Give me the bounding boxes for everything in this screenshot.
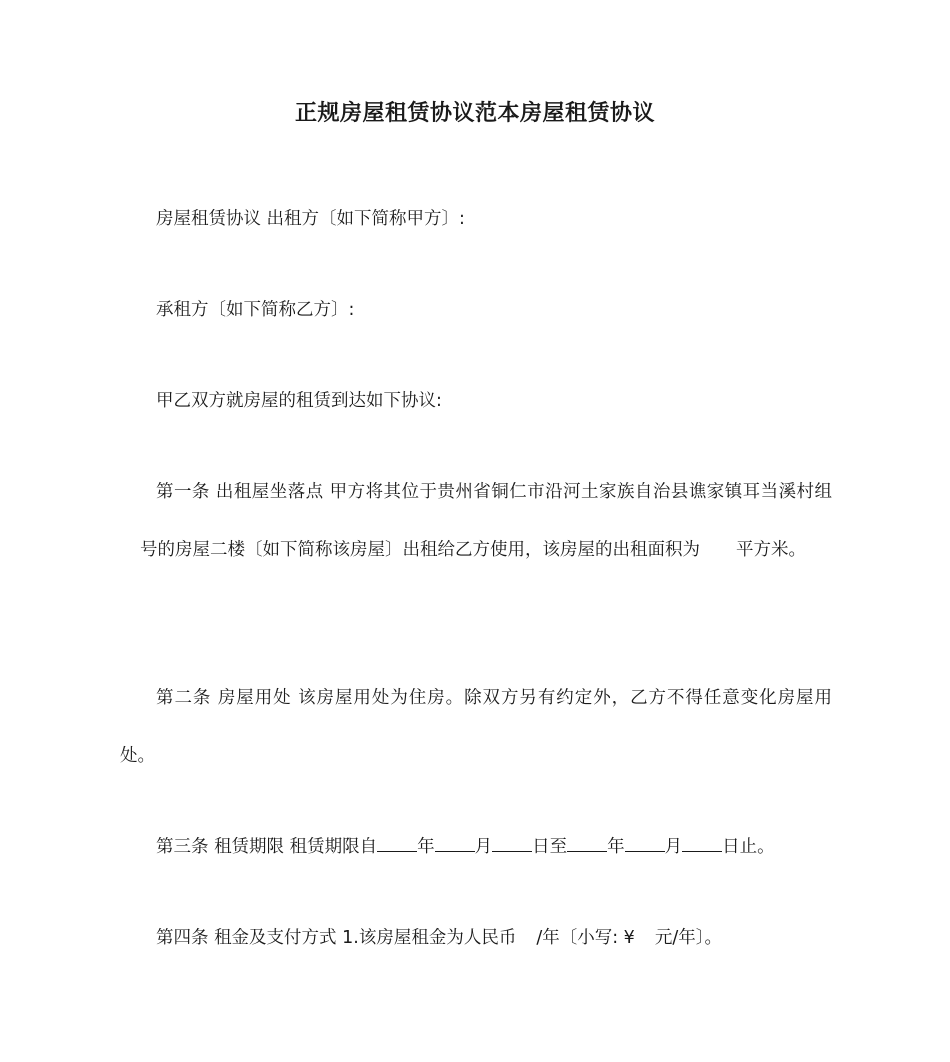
article-1-location [120, 463, 832, 579]
paragraph-agreement-intro: 甲乙双方就房屋的租赁到达如下协议: [156, 391, 442, 411]
blank-line [377, 835, 417, 852]
blank-line [625, 835, 665, 852]
article-1-text-c: 平方米。 [736, 540, 806, 560]
article-3-month-1: 月 [474, 837, 493, 857]
document-title: 正规房屋租赁协议范本房屋租赁协议 [294, 101, 655, 126]
article-4-text-a: 第四条 租金及支付方式 1.该房屋租金为人民币 [156, 928, 517, 948]
article-3-year-2: 年 [607, 837, 625, 857]
article-3-month-2: 月 [664, 837, 683, 857]
paragraph-lessor: 房屋租赁协议 出租方〔如下简称甲方〕: [156, 209, 465, 229]
article-1-text-a: 第一条 出租屋坐落点 甲方将其位于贵州省铜仁市沿河土家族自治县谯家镇耳当溪村组 [156, 482, 832, 502]
blank-line [567, 835, 607, 852]
article-3-day-2: 日止。 [722, 837, 775, 857]
article-3-year-1: 年 [417, 837, 435, 857]
blank-line [682, 835, 722, 852]
article-2-usage: 第二条 房屋用处 该房屋用处为住房。除双方另有约定外，乙方不得任意变化房屋用处。 [120, 688, 832, 766]
article-1-text-b: 号的房屋二楼〔如下简称该房屋〕出租给乙方使用，该房屋的出租面积为 [140, 540, 700, 560]
blank-line [492, 835, 532, 852]
paragraph-lessee: 承租方〔如下简称乙方〕: [156, 300, 355, 320]
blank-line [435, 835, 475, 852]
article-3-day-1: 日至 [532, 837, 568, 857]
article-3-text-a: 第三条 租赁期限 租赁期限自 [156, 837, 378, 857]
article-4-rent [120, 909, 832, 967]
article-4-text-c: 元/年〕。 [654, 928, 722, 948]
article-3-term [120, 818, 832, 876]
article-4-text-b: /年〔小写: ¥ [536, 928, 635, 948]
